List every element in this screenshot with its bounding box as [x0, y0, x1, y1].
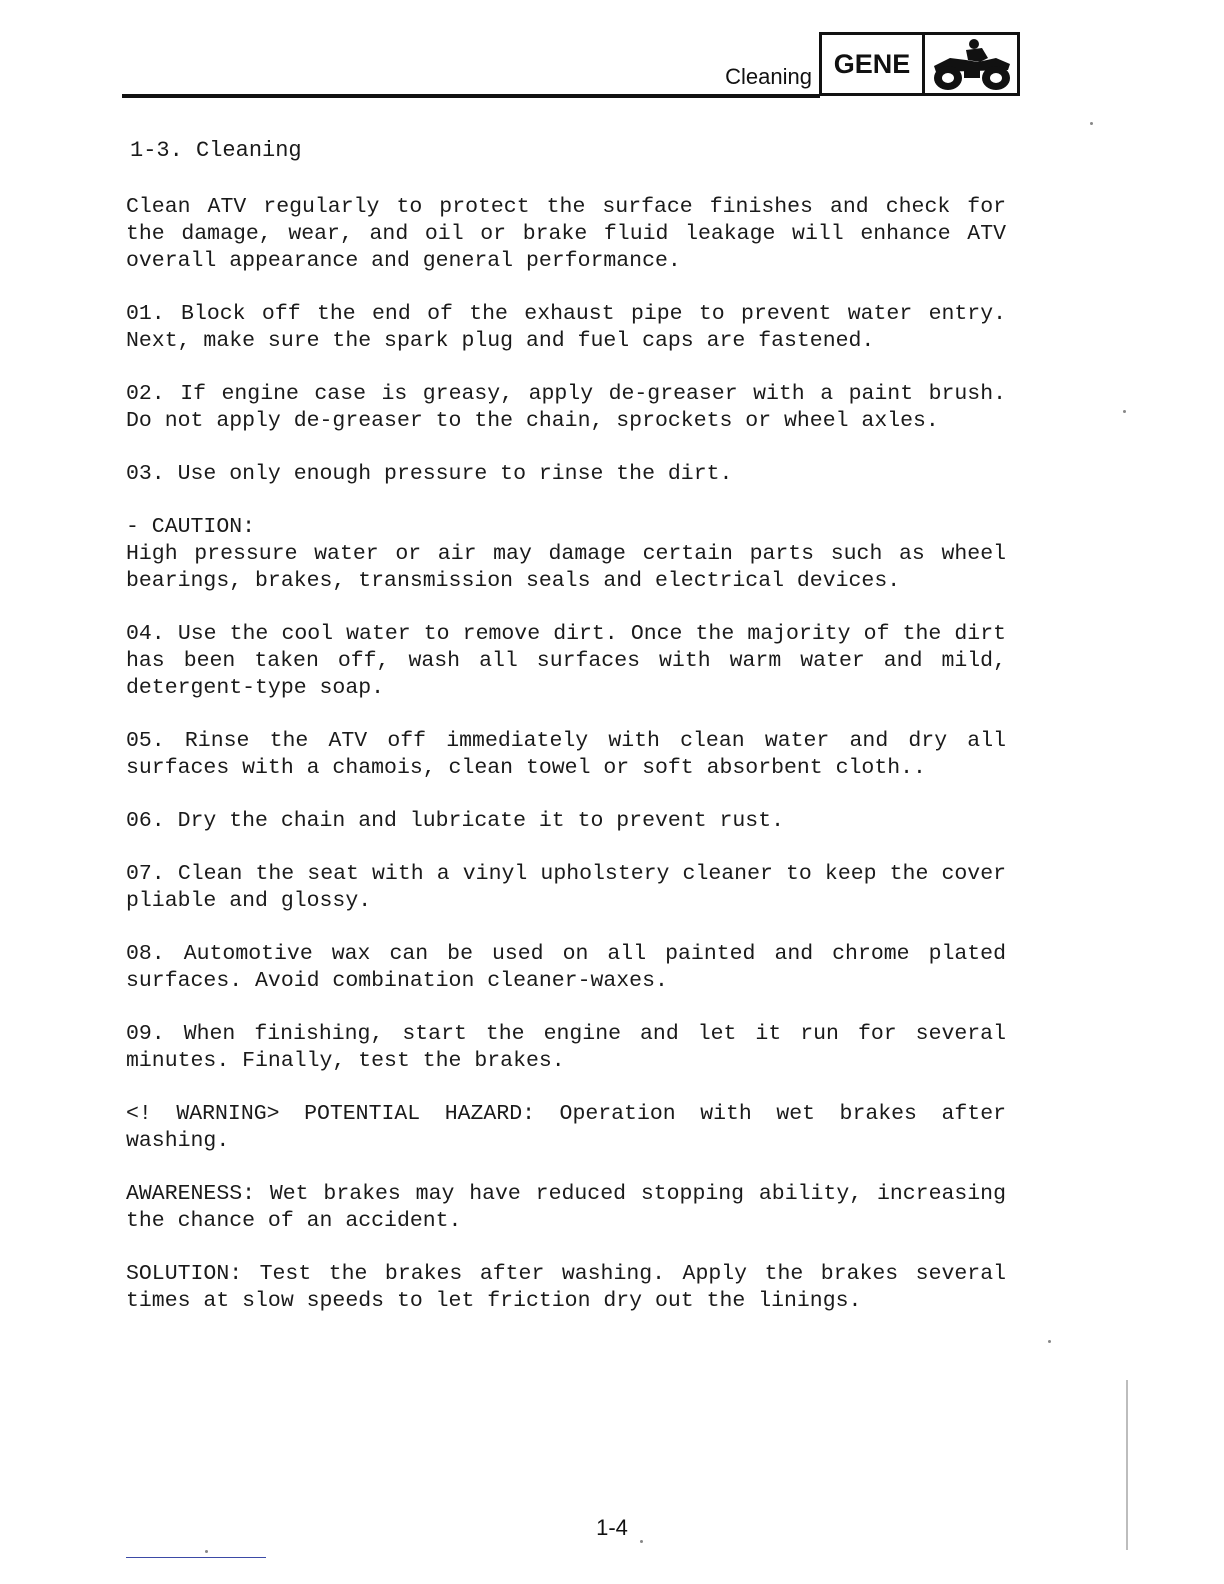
intro-paragraph: Clean ATV regularly to protect the surface finishes and check for the damage, wear, and oil or brake fluid leakage will enhance ATV overall appearance and general performance. [126, 195, 1006, 273]
page-number: 1-4 [596, 1515, 628, 1540]
step-08: 08. Automotive wax can be used on all painted and chrome plated surfaces. Avoid combination cleaner-waxes. [126, 942, 1006, 993]
caution-text: High pressure water or air may damage certain parts such as wheel bearings, brakes, transmission seals and electrical devices. [126, 542, 1006, 593]
scan-speck [1123, 410, 1126, 413]
step-07: 07. Clean the seat with a vinyl upholstery cleaner to keep the cover pliable and glossy. [126, 862, 1006, 913]
step-03: 03. Use only enough pressure to rinse the dirt. [126, 462, 733, 486]
scan-speck [1090, 122, 1093, 125]
scan-speck [1048, 1340, 1051, 1343]
scan-speck [640, 1540, 643, 1543]
warning-awareness: AWARENESS: Wet brakes may have reduced stopping ability, increasing the chance of an accident. [126, 1182, 1006, 1233]
step-05: 05. Rinse the ATV off immediately with clean water and dry all surfaces with a chamois, clean towel or soft absorbent cloth.. [126, 729, 1006, 780]
cleaning-instructions [126, 194, 1006, 1341]
step-04: 04. Use the cool water to remove dirt. Once the majority of the dirt has been taken off, wash all surfaces with warm water and mild, detergent-type soap. [126, 622, 1006, 700]
footer-line [126, 1557, 266, 1558]
step-06: 06. Dry the chain and lubricate it to prevent rust. [126, 809, 785, 833]
section-title: 1-3. Cleaning [130, 138, 302, 163]
badge-label: GENE [822, 35, 925, 93]
scan-edge-mark [1126, 1380, 1128, 1550]
step-02: 02. If engine case is greasy, apply de-greaser with a paint brush. Do not apply de-greaser to the chain, sprockets or wheel axles. [126, 382, 1006, 433]
header-title: Cleaning [725, 64, 812, 89]
caution-heading: - CAUTION: [126, 515, 256, 539]
step-01: 01. Block off the end of the exhaust pipe to prevent water entry. Next, make sure the spark plug and fuel caps are fastened. [126, 302, 1006, 353]
step-09: 09. When finishing, start the engine and let it run for several minutes. Finally, test the brakes. [126, 1022, 1006, 1073]
warning-hazard: <! WARNING> POTENTIAL HAZARD: Operation with wet brakes after washing. [126, 1102, 1006, 1153]
atv-icon [925, 35, 1017, 93]
warning-solution: SOLUTION: Test the brakes after washing. Apply the brakes several times at slow speeds to let friction dry out the linings. [126, 1262, 1006, 1313]
scan-speck [205, 1550, 208, 1553]
section-badge [819, 32, 1020, 96]
header-rule [122, 94, 820, 98]
